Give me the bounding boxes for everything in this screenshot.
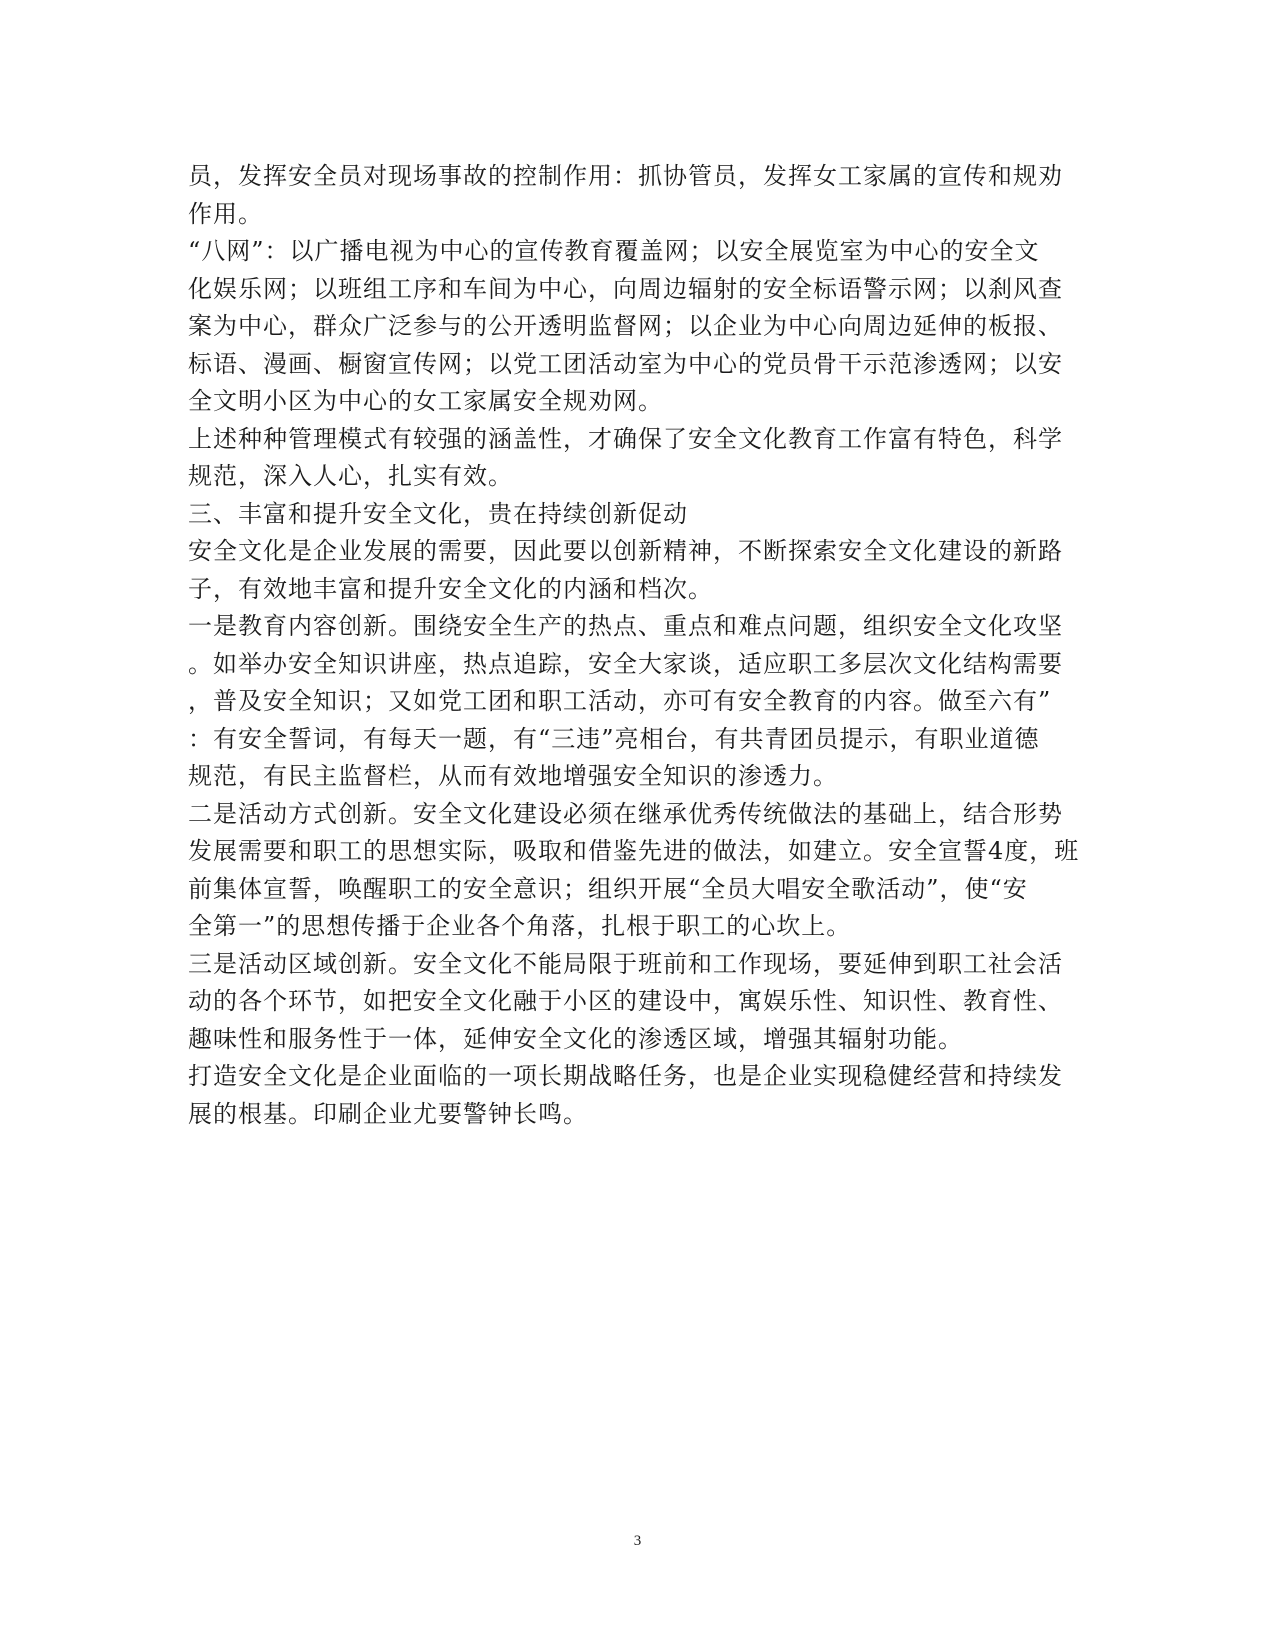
text-line: 化娱乐网；以班组工序和车间为中心，向周边辐射的安全标语警示网；以刹风查	[188, 274, 1063, 303]
text-line: 规范，深入人心，扎实有效。	[188, 462, 513, 490]
text-line: ：有安全誓词，有每天一题，有“三违”亮相台，有共青团员提示，有职业道德	[188, 724, 1040, 753]
text-line: 案为中心，群众广泛参与的公开透明监督网；以企业为中心向周边延伸的板报、	[188, 312, 1063, 340]
text-line: ，普及安全知识；又如党工团和职工活动，亦可有安全教育的内容。做至六有”	[188, 687, 1052, 715]
text-line: 全第一”的思想传播于企业各个角落，扎根于职工的心坎上。	[188, 912, 852, 940]
text-line: 二是活动方式创新。安全文化建设必须在继承优秀传统做法的基础上，结合形势	[188, 799, 1063, 828]
text-line: 作用。	[188, 199, 263, 228]
text-line: 趣味性和服务性于一体，延伸安全文化的渗透区域，增强其辐射功能。	[188, 1024, 963, 1053]
body-text	[188, 158, 1088, 1133]
text-line: 展的根基。印刷企业尤要警钟长鸣。	[188, 1099, 588, 1128]
text-line: 前集体宣誓，唤醒职工的安全意识；组织开展“全员大唱安全歌活动”，使“安	[188, 874, 1028, 903]
text-line: 全文明小区为中心的女工家属安全规劝网。	[188, 387, 663, 415]
text-line: 三是活动区域创新。安全文化不能局限于班前和工作现场，要延伸到职工社会活	[188, 949, 1063, 978]
text-line: 子，有效地丰富和提升安全文化的内涵和档次。	[188, 574, 713, 603]
text-line: 上述种种管理模式有较强的涵盖性，才确保了安全文化教育工作富有特色，科学	[188, 424, 1063, 453]
text-line: 一是教育内容创新。围绕安全生产的热点、重点和难点问题，组织安全文化攻坚	[188, 612, 1063, 640]
text-line: “八网”：以广播电视为中心的宣传教育覆盖网；以安全展览室为中心的安全文	[188, 237, 1040, 265]
text-line: 打造安全文化是企业面临的一项长期战略任务，也是企业实现稳健经营和持续发	[188, 1062, 1063, 1090]
text-line: 员，发挥安全员对现场事故的控制作用：抓协管员，发挥女工家属的宣传和规劝	[188, 162, 1063, 190]
section-heading: 三、丰富和提升安全文化，贵在持续创新促动	[188, 499, 688, 528]
text-line: 发展需要和职工的思想实际，吸取和借鉴先进的做法，如建立。安全宣誓4度，班	[188, 837, 1080, 865]
text-line: 。如举办安全知识讲座，热点追踪，安全大家谈，适应职工多层次文化结构需要	[188, 649, 1063, 678]
text-line: 规范，有民主监督栏，从而有效地增强安全知识的渗透力。	[188, 762, 838, 790]
text-line: 安全文化是企业发展的需要，因此要以创新精神，不断探索安全文化建设的新路	[188, 537, 1063, 565]
text-line: 标语、漫画、橱窗宣传网；以党工团活动室为中心的党员骨干示范渗透网；以安	[188, 349, 1063, 378]
page-number: 3	[633, 1533, 642, 1549]
text-line: 动的各个环节，如把安全文化融于小区的建设中，寓娱乐性、知识性、教育性、	[188, 987, 1063, 1015]
